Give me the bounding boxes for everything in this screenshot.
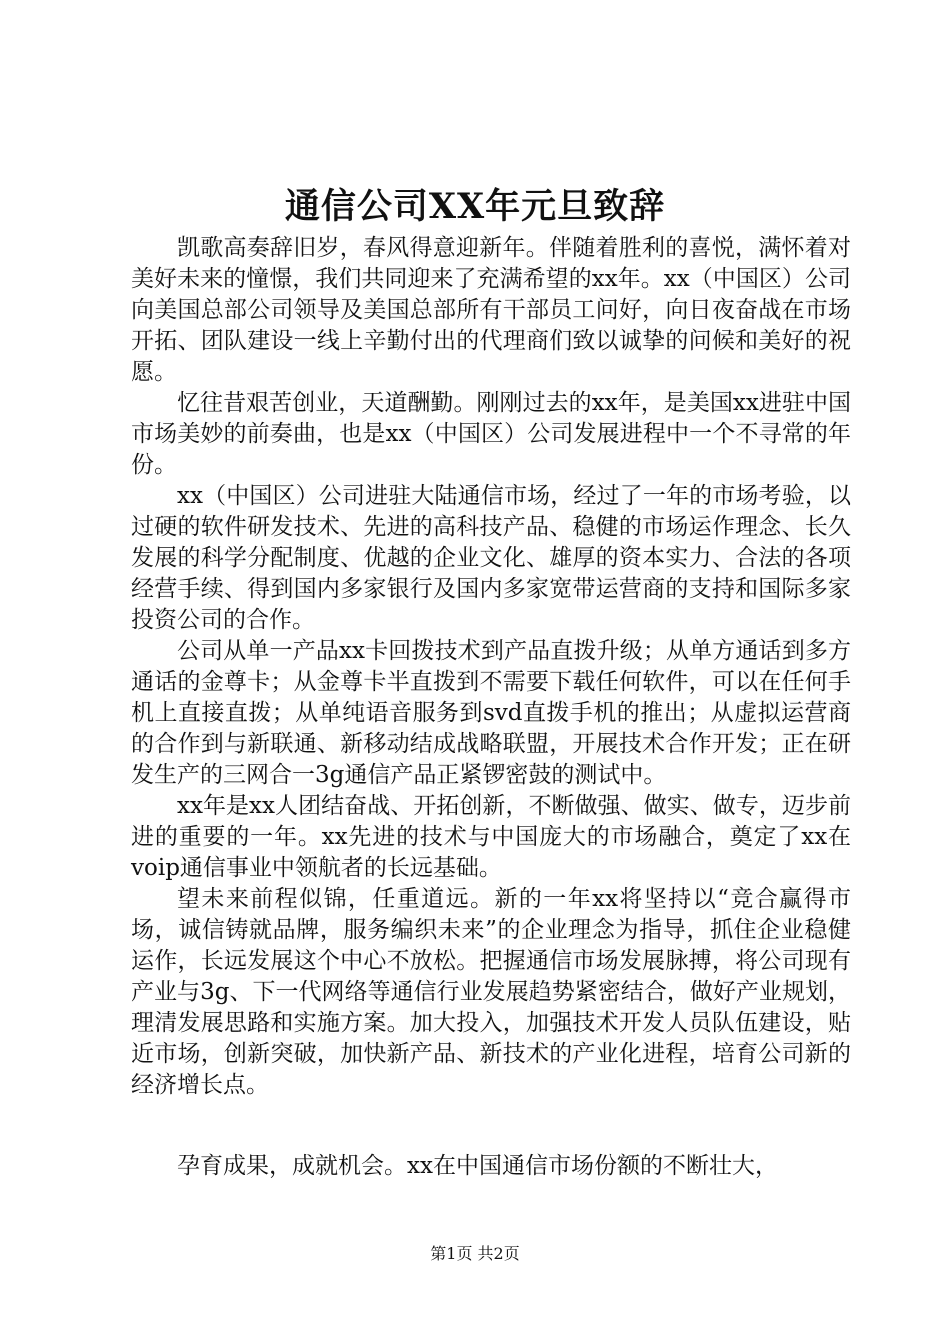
paragraph-2: 忆往昔艰苦创业，天道酬勤。刚刚过去的xx年，是美国xx进驻中国市场美妙的前奏曲，也是xx（中国区）公司发展进程中一个不寻常的年份。 <box>131 390 851 478</box>
page-number-footer: 第1页 共2页 <box>430 1244 520 1263</box>
paragraph-5: xx年是xx人团结奋战、开拓创新，不断做强、做实、做专，迈步前进的重要的一年。xx先进的技术与中国庞大的市场融合，奠定了xx在voip通信事业中领航者的长远基础。 <box>131 793 851 881</box>
document-title: 通信公司XX年元旦致辞 <box>284 186 666 227</box>
document-body <box>131 233 851 1182</box>
paragraph-3: xx（中国区）公司进驻大陆通信市场，经过了一年的市场考验，以过硬的软件研发技术、先进的高科技产品、稳健的市场运作理念、长久发展的科学分配制度、优越的企业文化、雄厚的资本实力、合法的各项经营手续、得到国内多家银行及国内多家宽带运营商的支持和国际多家投资公司的合作。 <box>131 483 851 633</box>
paragraph-1: 凯歌高奏辞旧岁，春风得意迎新年。伴随着胜利的喜悦，满怀着对美好未来的憧憬，我们共同迎来了充满希望的xx年。xx（中国区）公司向美国总部公司领导及美国总部所有干部员工问好，向日夜奋战在市场开拓、团队建设一线上辛勤付出的代理商们致以诚挚的问候和美好的祝愿。 <box>131 235 851 385</box>
paragraph-7: 孕育成果，成就机会。xx在中国通信市场份额的不断壮大， <box>177 1153 778 1179</box>
paragraph-4: 公司从单一产品xx卡回拨技术到产品直拨升级；从单方通话到多方通话的金尊卡；从金尊卡半直拨到不需要下载任何软件，可以在任何手机上直接直拨；从单纯语音服务到svd直拨手机的推出；从虚拟运营商的合作到与新联通、新移动结成战略联盟，开展技术合作开发；正在研发生产的三网合一3g通信产品正紧锣密鼓的测试中。 <box>131 638 851 788</box>
paragraph-6: 望未来前程似锦，任重道远。新的一年xx将坚持以“竞合赢得市场，诚信铸就品牌，服务编织未来”的企业理念为指导，抓住企业稳健运作，长远发展这个中心不放松。把握通信市场发展脉搏，将公司现有产业与3g、下一代网络等通信行业发展趋势紧密结合，做好产业规划，理清发展思路和实施方案。加大投入，加强技术开发人员队伍建设，贴近市场，创新突破，加快新产品、新技术的产业化进程，培育公司新的经济增长点。 <box>131 886 851 1098</box>
